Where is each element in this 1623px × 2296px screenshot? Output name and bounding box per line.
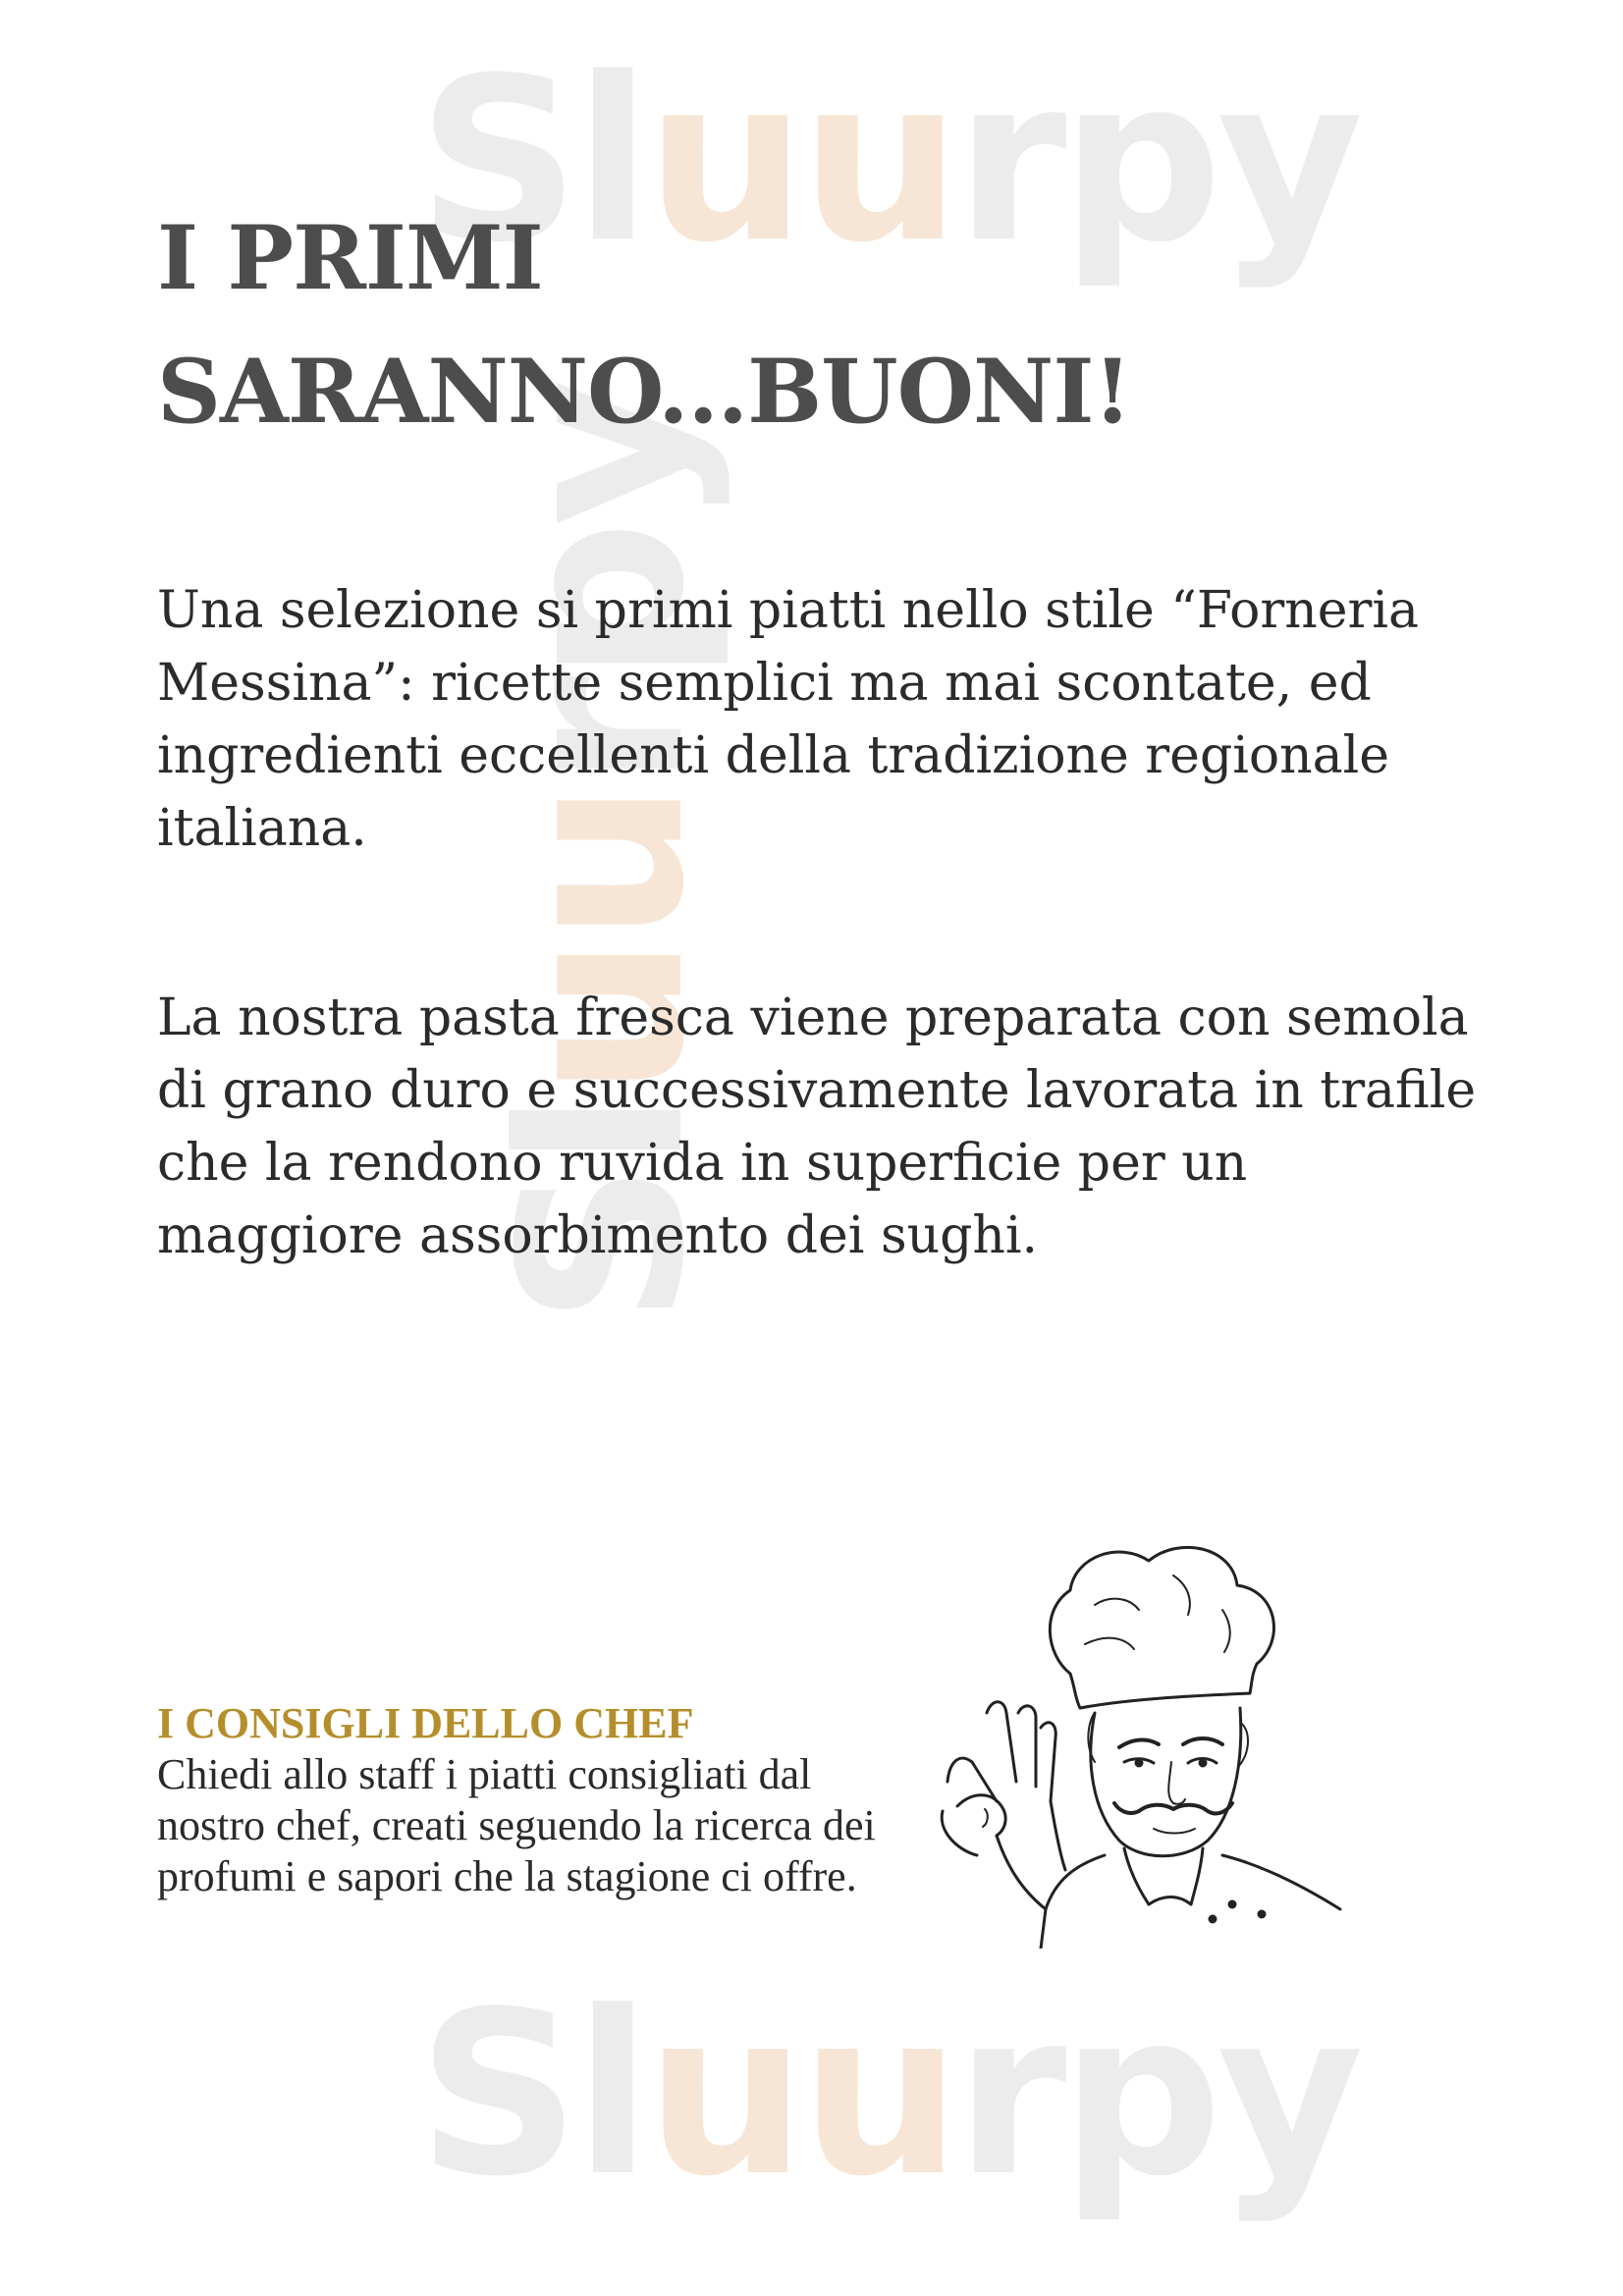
watermark-logo-middle: Sluurpy xyxy=(472,385,734,1325)
page-title-line-2: SARANNO...BUONI! xyxy=(157,340,1131,444)
intro-paragraph-2: La nostra pasta fresca viene preparata con semola di grano duro e successivamente lavorata in trafile che la rendono ruvida in superficie per un maggiore assorbimento dei sughi. xyxy=(157,988,1477,1265)
chef-tips-text: Chiedi allo staff i piatti consigliati dal nostro chef, creati seguendo la ricerca dei profumi e sapori che la stagione ci offre. xyxy=(157,1750,876,1900)
watermark-logo-top: Sluurpy xyxy=(417,30,1358,293)
intro-paragraph-1: Una selezione si primi piatti nello stile “Forneria Messina”: ricette semplici ma mai scontate, ed ingredienti eccellenti della tradizione regionale italiana. xyxy=(157,581,1420,858)
chef-illustration-icon xyxy=(938,1517,1350,1949)
chef-tips-section xyxy=(157,1698,903,1902)
page-title-line-1: I PRIMI xyxy=(157,206,543,310)
chef-tips-heading: I CONSIGLI DELLO CHEF xyxy=(157,1699,694,1747)
watermark-logo-bottom: Sluurpy xyxy=(417,1964,1358,2226)
page-title xyxy=(157,191,1131,458)
